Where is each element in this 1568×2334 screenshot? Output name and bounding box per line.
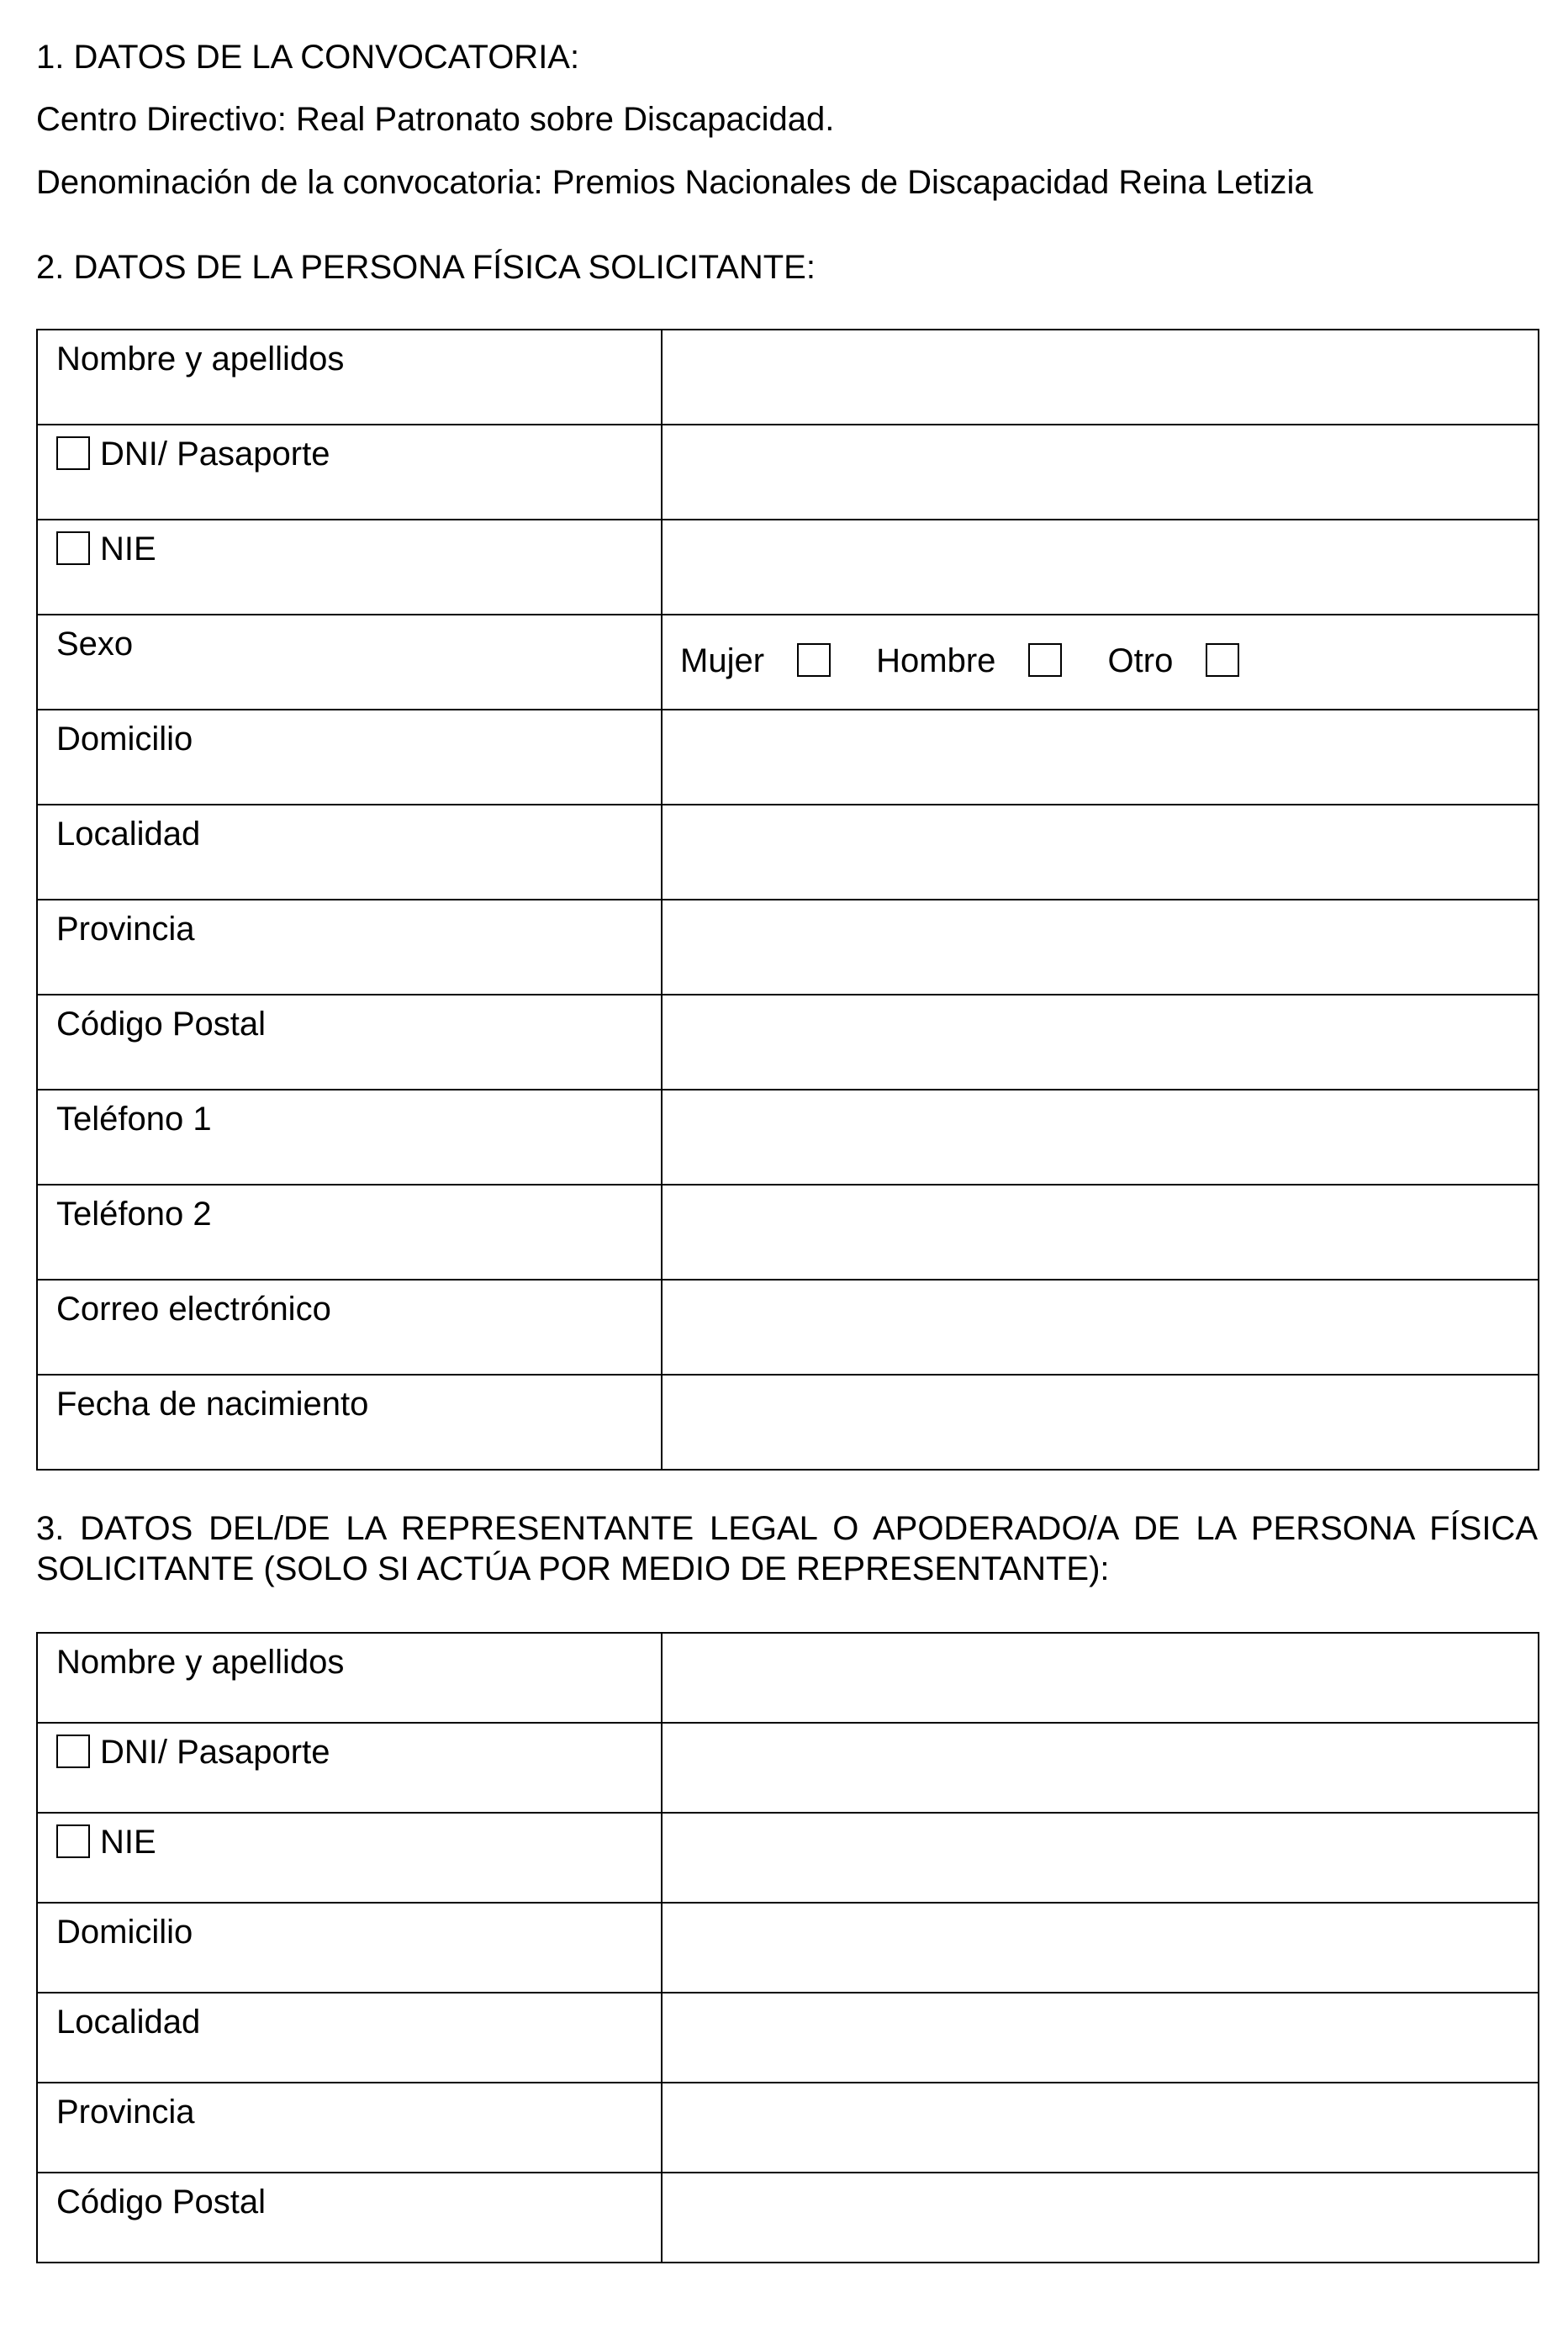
table-row (37, 2083, 1539, 2173)
table-row (37, 1633, 1539, 1723)
domicilio-label-cell (37, 710, 662, 805)
dni-input-cell[interactable] (662, 425, 1539, 520)
rep-nombre-label: Nombre y apellidos (56, 1644, 345, 1681)
table-row (37, 1903, 1539, 1993)
provincia-input-cell[interactable] (662, 900, 1539, 995)
rep-nombre-input-cell[interactable] (662, 1633, 1539, 1723)
otro-checkbox[interactable] (1206, 643, 1239, 677)
table-row (37, 995, 1539, 1090)
sexo-options-cell (662, 615, 1539, 710)
section2-heading: 2. DATOS DE LA PERSONA FÍSICA SOLICITANTE: (36, 249, 816, 286)
sexo-option-otro (1108, 641, 1240, 681)
denominacion-text: Denominación de la convocatoria: Premios Nacionales de Discapacidad Reina Letizia (36, 164, 1313, 201)
table-row (37, 710, 1539, 805)
rep-nie-label: NIE (100, 1824, 156, 1861)
table-row (37, 330, 1539, 425)
localidad-label-cell (37, 805, 662, 900)
telefono2-label-cell (37, 1185, 662, 1280)
localidad-label: Localidad (56, 816, 201, 853)
correo-label-cell (37, 1280, 662, 1375)
rep-domicilio-input-cell[interactable] (662, 1903, 1539, 1993)
rep-codigo-postal-input-cell[interactable] (662, 2173, 1539, 2263)
nie-label: NIE (100, 531, 156, 568)
rep-dni-label-cell (37, 1723, 662, 1813)
codigo-postal-label-cell (37, 995, 662, 1090)
table-row (37, 425, 1539, 520)
nie-checkbox[interactable] (56, 531, 90, 565)
rep-localidad-input-cell[interactable] (662, 1993, 1539, 2083)
dni-label-cell (37, 425, 662, 520)
rep-dni-input-cell[interactable] (662, 1723, 1539, 1813)
table-row (37, 520, 1539, 615)
sexo-option-mujer (680, 641, 831, 681)
fecha-nacimiento-label-cell (37, 1375, 662, 1470)
rep-provincia-label: Provincia (56, 2094, 195, 2131)
table-row (37, 900, 1539, 995)
applicant-data-table (36, 329, 1539, 1471)
table-row (37, 1723, 1539, 1813)
telefono1-label-cell (37, 1090, 662, 1185)
rep-provincia-label-cell (37, 2083, 662, 2173)
table-row (37, 805, 1539, 900)
fecha-nacimiento-input-cell[interactable] (662, 1375, 1539, 1470)
telefono2-input-cell[interactable] (662, 1185, 1539, 1280)
section1-heading: 1. DATOS DE LA CONVOCATORIA: (36, 39, 580, 76)
rep-dni-checkbox[interactable] (56, 1735, 90, 1768)
table-row (37, 2173, 1539, 2263)
localidad-input-cell[interactable] (662, 805, 1539, 900)
otro-label: Otro (1107, 642, 1174, 679)
nombre-input-cell[interactable] (662, 330, 1539, 425)
fecha-nacimiento-label: Fecha de nacimiento (56, 1386, 369, 1423)
sexo-options (663, 615, 1538, 681)
mujer-label: Mujer (680, 642, 765, 679)
table-row (37, 1280, 1539, 1375)
provincia-label-cell (37, 900, 662, 995)
section3-heading: 3. DATOS DEL/DE LA REPRESENTANTE LEGAL O APODERADO/A DE LA PERSONA FÍSICA SOLICITANTE (SOLO SI ACTÚA POR MEDIO DE REPRESENTANTE): (36, 1510, 1538, 1587)
sexo-label: Sexo (56, 626, 134, 663)
rep-nie-input-cell[interactable] (662, 1813, 1539, 1903)
hombre-checkbox[interactable] (1028, 643, 1062, 677)
correo-label: Correo electrónico (56, 1291, 331, 1328)
hombre-label: Hombre (876, 642, 996, 679)
table-row (37, 1185, 1539, 1280)
codigo-postal-input-cell[interactable] (662, 995, 1539, 1090)
rep-localidad-label: Localidad (56, 2004, 201, 2041)
nie-input-cell[interactable] (662, 520, 1539, 615)
domicilio-input-cell[interactable] (662, 710, 1539, 805)
rep-domicilio-label-cell (37, 1903, 662, 1993)
telefono1-input-cell[interactable] (662, 1090, 1539, 1185)
dni-checkbox[interactable] (56, 436, 90, 470)
mujer-checkbox[interactable] (797, 643, 831, 677)
representative-data-table (36, 1632, 1539, 2263)
dni-label: DNI/ Pasaporte (100, 436, 330, 473)
table-row (37, 1993, 1539, 2083)
telefono1-label: Teléfono 1 (56, 1101, 212, 1138)
telefono2-label: Teléfono 2 (56, 1196, 212, 1233)
rep-provincia-input-cell[interactable] (662, 2083, 1539, 2173)
rep-nie-checkbox[interactable] (56, 1824, 90, 1858)
correo-input-cell[interactable] (662, 1280, 1539, 1375)
rep-dni-label: DNI/ Pasaporte (100, 1734, 330, 1771)
rep-codigo-postal-label: Código Postal (56, 2184, 267, 2220)
nombre-label: Nombre y apellidos (56, 341, 345, 378)
nombre-label-cell (37, 330, 662, 425)
table-row (37, 1813, 1539, 1903)
codigo-postal-label: Código Postal (56, 1006, 267, 1043)
sexo-option-hombre (876, 641, 1062, 681)
domicilio-label: Domicilio (56, 721, 193, 758)
table-row (37, 1375, 1539, 1470)
table-row (37, 1090, 1539, 1185)
table-row (37, 615, 1539, 710)
sexo-label-cell (37, 615, 662, 710)
rep-nie-label-cell (37, 1813, 662, 1903)
rep-nombre-label-cell (37, 1633, 662, 1723)
nie-label-cell (37, 520, 662, 615)
centro-directivo-text: Centro Directivo: Real Patronato sobre Discapacidad. (36, 101, 835, 138)
rep-domicilio-label: Domicilio (56, 1914, 193, 1951)
rep-localidad-label-cell (37, 1993, 662, 2083)
rep-codigo-postal-label-cell (37, 2173, 662, 2263)
provincia-label: Provincia (56, 911, 195, 948)
